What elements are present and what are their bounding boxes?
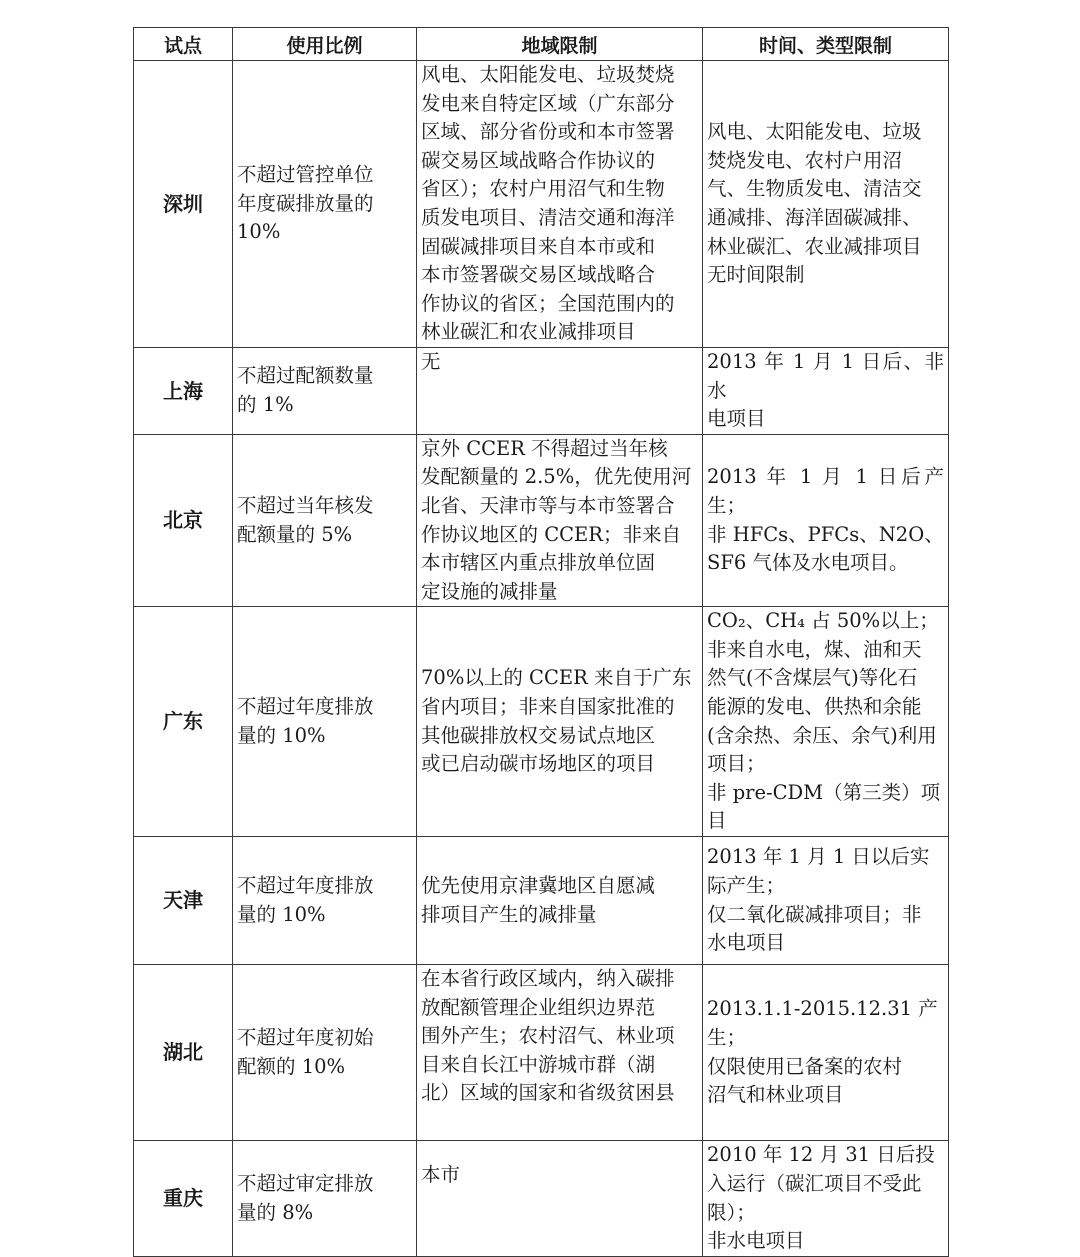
header-usage-ratio: 使用比例 (233, 28, 417, 61)
cell-line: 本市签署碳交易区域战略合 (421, 263, 656, 287)
time-type-cell (703, 1141, 949, 1257)
ratio-cell (233, 434, 417, 607)
cell-line: 省内项目；非来自国家批准的 (421, 695, 675, 719)
cell-line: 放配额管理企业组织边界范 (421, 995, 656, 1019)
ccer-usage-table (133, 27, 949, 1257)
cell-line: 2013 年 1 月 1 日后产生； (707, 465, 944, 517)
cell-line: 目 (707, 809, 727, 833)
region-cell (417, 434, 703, 607)
city-cell: 北京 (134, 434, 233, 607)
cell-line: 定设施的减排量 (421, 579, 558, 603)
cell-line: 风电、太阳能发电、垃圾 (707, 120, 922, 144)
cell-line: 不超过年度初始 (237, 1025, 374, 1049)
cell-line: 固碳减排项目来自本市或和 (421, 234, 656, 258)
ratio-cell (233, 837, 417, 965)
table-row (134, 837, 949, 965)
cell-line: 水电项目 (707, 931, 786, 955)
cell-line: 排项目产生的减排量 (421, 902, 597, 926)
cell-line: 优先使用京津冀地区自愿减 (421, 873, 656, 897)
cell-line: 北）区域的国家和省级贫困县 (421, 1081, 675, 1105)
city-cell: 深圳 (134, 61, 233, 348)
cell-line: 量的 10% (237, 902, 326, 926)
cell-line: 仅二氧化碳减排项目；非 (707, 902, 922, 926)
cell-line: 70%以上的 CCER 来自于广东 (421, 666, 692, 690)
cell-line: 限）； (707, 1200, 756, 1224)
cell-line: 通减排、海洋固碳减排、 (707, 205, 922, 229)
cell-line: 不超过年度排放 (237, 873, 374, 897)
cell-line: 非来自水电，煤、油和天 (707, 637, 922, 661)
cell-line: 年度碳排放量的 (237, 191, 374, 215)
cell-line: 电项目 (707, 407, 766, 431)
region-cell (417, 347, 703, 434)
cell-line: 量的 10% (237, 723, 326, 747)
header-row (134, 28, 949, 61)
cell-line: 京外 CCER 不得超过当年核 (421, 436, 668, 460)
table-row (134, 1141, 949, 1257)
header-region-limit: 地域限制 (417, 28, 703, 61)
cell-line: 围外产生；农村沼气、林业项 (421, 1024, 675, 1048)
cell-line: 非水电项目 (707, 1229, 805, 1253)
cell-line: 能源的发电、供热和余能 (707, 695, 922, 719)
ratio-cell (233, 607, 417, 837)
time-type-cell (703, 347, 949, 434)
cell-line: 风电、太阳能发电、垃圾焚烧 (421, 63, 675, 86)
cell-line: 或已启动碳市场地区的项目 (421, 752, 656, 776)
header-time-type-limit: 时间、类型限制 (703, 28, 949, 61)
cell-line: 林业碳汇、农业减排项目 (707, 234, 922, 258)
cell-line: 的 1% (237, 392, 294, 416)
ratio-cell (233, 965, 417, 1141)
cell-line: 目来自长江中游城市群（湖 (421, 1052, 656, 1076)
cell-line: 不超过当年核发 (237, 493, 374, 517)
time-type-cell (703, 837, 949, 965)
cell-line: 区域、部分省份或和本市签署 (421, 120, 675, 144)
time-type-cell (703, 434, 949, 607)
region-cell (417, 607, 703, 837)
cell-line: 不超过配额数量 (237, 364, 374, 388)
table-row (134, 607, 949, 837)
cell-line: 作协议地区的 CCER；非来自 (421, 522, 681, 546)
cell-line: 其他碳排放权交易试点地区 (421, 723, 656, 747)
cell-line: 项目； (707, 752, 766, 776)
cell-line: (含余热、余压、余气)利用 (707, 723, 937, 747)
cell-line: 量的 8% (237, 1200, 314, 1224)
region-cell (417, 837, 703, 965)
cell-line: CO₂、CH₄ 占 50%以上； (707, 609, 939, 633)
city-cell: 天津 (134, 837, 233, 965)
cell-line: 气、生物质发电、清洁交 (707, 177, 922, 201)
cell-line: 配额量的 5% (237, 522, 353, 546)
cell-line: 焚烧发电、农村户用沼 (707, 148, 903, 172)
region-cell (417, 1141, 703, 1257)
cell-line: 碳交易区域战略合作协议的 (421, 148, 656, 172)
cell-line: 2013 年 1 月 1 日以后实 (707, 845, 930, 869)
region-cell (417, 61, 703, 348)
ratio-cell (233, 1141, 417, 1257)
cell-line: 非 pre-CDM（第三类）项 (707, 780, 941, 804)
cell-line: 本市辖区内重点排放单位固 (421, 551, 656, 575)
cell-line: 配额的 10% (237, 1054, 346, 1078)
cell-line: 发配额量的 2.5%，优先使用河 (421, 465, 692, 489)
cell-line: 2013 年 1 月 1 日后、非水 (707, 349, 944, 402)
cell-line: 北省、天津市等与本市签署合 (421, 493, 675, 517)
ratio-cell (233, 347, 417, 434)
cell-line: 际产生； (707, 873, 786, 897)
time-type-cell (703, 965, 949, 1141)
cell-line: 不超过审定排放 (237, 1171, 374, 1195)
cell-line: 2010 年 12 月 31 日后投 (707, 1143, 935, 1167)
time-type-cell (703, 61, 949, 348)
cell-line: 然气(不含煤层气)等化石 (707, 666, 918, 690)
table-row (134, 434, 949, 607)
cell-line: 在本省行政区域内，纳入碳排 (421, 967, 675, 991)
cell-line: 非 HFCs、PFCs、N2O、 (707, 522, 944, 546)
cell-line: 不超过管控单位 (237, 163, 374, 187)
cell-line: 林业碳汇和农业减排项目 (421, 320, 636, 344)
cell-line: 10% (237, 220, 281, 244)
city-cell: 湖北 (134, 965, 233, 1141)
city-cell: 上海 (134, 347, 233, 434)
cell-line: 不超过年度排放 (237, 695, 374, 719)
cell-line: 生； (707, 1025, 747, 1049)
cell-line: 沼气和林业项目 (707, 1083, 844, 1107)
cell-line: 无 (421, 349, 441, 373)
header-pilot: 试点 (134, 28, 233, 61)
cell-line: 本市 (421, 1163, 461, 1187)
cell-line: 2013.1.1-2015.12.31 产 (707, 997, 938, 1021)
table-row (134, 965, 949, 1141)
cell-line: 仅限使用已备案的农村 (707, 1054, 903, 1078)
time-type-cell (703, 607, 949, 837)
region-cell (417, 965, 703, 1141)
cell-line: 无时间限制 (707, 263, 805, 287)
ratio-cell (233, 61, 417, 348)
cell-line: SF6 气体及水电项目。 (707, 551, 909, 575)
cell-line: 入运行（碳汇项目不受此 (707, 1171, 922, 1195)
cell-line: 发电来自特定区域（广东部分 (421, 91, 675, 115)
table-row (134, 347, 949, 434)
city-cell: 广东 (134, 607, 233, 837)
cell-line: 省区）；农村户用沼气和生物 (421, 177, 665, 201)
city-cell: 重庆 (134, 1141, 233, 1257)
table-row (134, 61, 949, 348)
cell-line: 作协议的省区；全国范围内的 (421, 291, 675, 315)
cell-line: 质发电项目、清洁交通和海洋 (421, 205, 675, 229)
